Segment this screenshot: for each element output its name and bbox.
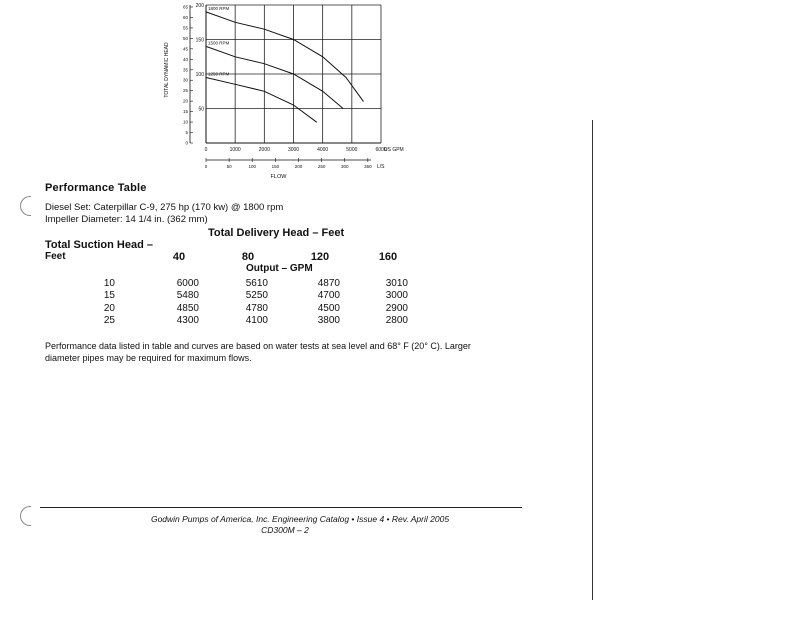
footer-catalog-line: Godwin Pumps of America, Inc. Engineering Catalog • Issue 4 • Rev. April 2005 [150,514,450,524]
x-tick-label-gpm: 1000 [229,147,241,153]
table-cell: 4700 [317,290,340,302]
binder-hole-bottom [20,506,31,526]
y-tick-label-feet: 100 [195,72,204,78]
table-cell: 3800 [317,314,340,326]
table-row-suction: 20 [103,302,115,314]
note-line-1: Performance data listed in table and curves are based on water tests at sea level and 68° F (20° C). Larger [45,341,471,351]
performance-table-title: Performance Table [45,182,147,194]
x-tick-label-gpm: 4000 [317,147,329,153]
table-row-suction: 10 [103,278,115,289]
y-tick-label-meters: 65 [182,4,188,10]
curve-1250-rpm [206,78,317,123]
x-tick-label-ls: 100 [248,164,256,169]
table-row-suction: 25 [103,314,115,326]
y-tick-label-meters: 15 [182,109,188,115]
y-axis-label: TOTAL DYNAMIC HEAD [164,42,170,98]
table-cell: 4100 [245,314,268,326]
y-tick-label-meters: 30 [182,77,188,83]
x-tick-label-gpm: 2000 [258,147,270,153]
curve-label: 1500 RPM [208,40,230,46]
engine-spec: Diesel Set: Caterpillar C-9, 275 hp (170 kw) @ 1800 rpm [45,202,284,213]
y-tick-label-meters: 40 [182,56,188,62]
scan-edge-line [592,120,593,600]
table-cell: 4870 [317,278,340,289]
footer-page-code: CD300M – 2 [261,525,309,535]
table-cell: 2800 [385,314,408,326]
performance-curve-chart [160,0,420,185]
x-tick-label-ls: 300 [340,164,349,169]
footer-rule [40,507,522,508]
note-line-2: diameter pipes may be required for maximum flows. [45,353,252,363]
x-tick-label-gpm: 0 [204,147,208,153]
column-header-80: 80 [241,251,255,263]
y-tick-label-meters: 50 [182,35,188,41]
output-label: Output – GPM [246,263,313,274]
y-tick-label-feet: 150 [195,37,204,44]
binder-hole-top [20,196,31,216]
table-cell: 4500 [317,302,340,314]
x-tick-label-ls: 50 [226,164,232,169]
table-row-suction: 15 [103,290,115,302]
x-tick-label-ls: 200 [294,164,303,169]
table-cell: 4850 [176,302,199,314]
table-cell: 5250 [245,290,268,302]
y-tick-label-meters: 0 [185,140,188,146]
x-axis-label: FLOW [270,174,287,180]
curve-1800-rpm [206,12,364,102]
table-cell: 4300 [176,314,199,326]
curve-label: 1250 RPM [208,71,230,77]
suction-head-header: Total Suction Head – [45,239,153,251]
table-cell: 3010 [385,278,408,289]
x-tick-label-gpm: 6000 [375,147,387,153]
suction-head-unit: Feet [45,251,66,262]
y-tick-label-meters: 55 [182,25,188,31]
x-unit-ls: L/S [377,164,385,170]
x-tick-label-gpm: 3000 [287,147,300,153]
y-tick-label-meters: 60 [182,14,188,20]
table-cell: 5610 [245,278,268,289]
y-tick-label-meters: 5 [185,130,188,136]
table-cell: 4780 [245,302,268,314]
y-tick-label-meters: 45 [182,46,188,52]
impeller-spec: Impeller Diameter: 14 1/4 in. (362 mm) [45,214,208,225]
y-tick-label-feet: 50 [198,106,204,113]
y-tick-label-meters: 10 [182,119,188,125]
x-tick-label-gpm: 5000 [346,147,358,153]
y-tick-label-meters: 35 [182,67,188,73]
table-cell: 6000 [176,278,199,289]
x-tick-label-ls: 150 [271,164,280,169]
x-tick-label-ls: 250 [317,164,326,169]
x-unit-gpm: US GPM [384,147,404,153]
x-tick-label-ls: 350 [364,164,372,169]
column-header-160: 160 [378,251,398,263]
column-header-40: 40 [172,251,186,263]
table-cell: 5480 [176,290,199,302]
table-cell: 2900 [385,302,408,314]
x-tick-label-ls: 0 [204,164,208,169]
y-tick-label-meters: 20 [182,98,188,104]
curve-label: 1800 RPM [208,5,230,11]
delivery-head-header: Total Delivery Head – Feet [208,227,345,239]
column-header-120: 120 [310,251,330,263]
y-tick-label-feet: 200 [195,3,204,9]
table-cell: 3000 [385,290,408,302]
y-tick-label-meters: 25 [182,88,188,94]
